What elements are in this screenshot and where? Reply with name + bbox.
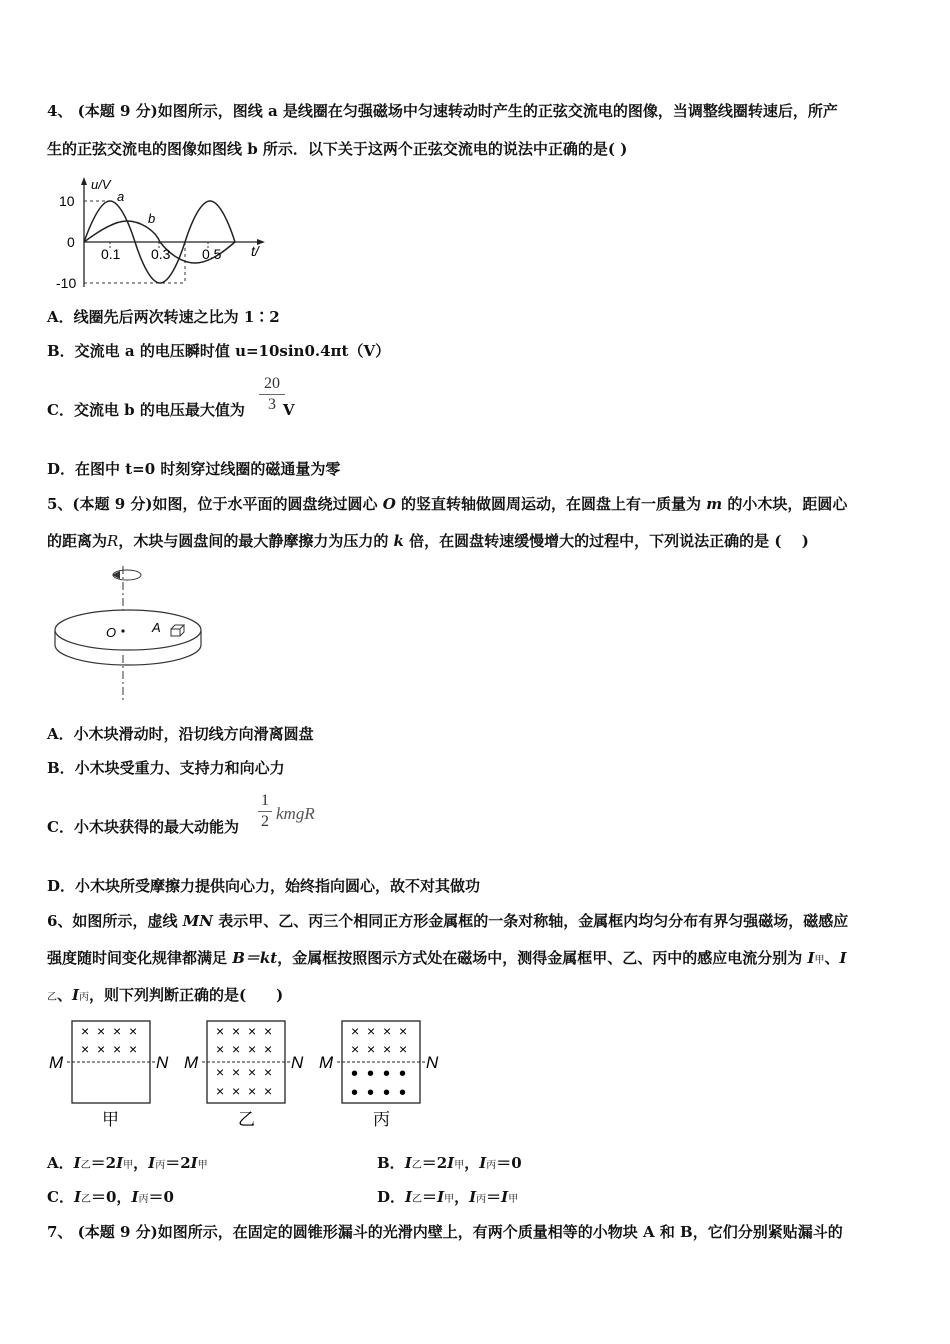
curve-a-label: a bbox=[117, 189, 125, 204]
svg-text:•: • bbox=[351, 1063, 359, 1085]
q6-option-a: A．I乙＝2I甲，I丙＝2I甲 bbox=[47, 1154, 208, 1172]
q4-option-b: B．交流电 a 的电压瞬时值 u=10sin0.4πt（V） bbox=[47, 342, 391, 360]
svg-text:×: × bbox=[216, 1041, 225, 1057]
center-O-label: O bbox=[106, 625, 117, 640]
svg-text:×: × bbox=[97, 1041, 106, 1057]
svg-text:×: × bbox=[81, 1023, 90, 1039]
svg-text:×: × bbox=[383, 1041, 392, 1057]
svg-text:×: × bbox=[248, 1064, 257, 1080]
q5-disc-figure bbox=[50, 560, 210, 705]
q4-option-c-fraction: 20 3 bbox=[259, 375, 285, 414]
svg-text:×: × bbox=[129, 1041, 138, 1057]
svg-text:•: • bbox=[367, 1082, 375, 1104]
q5-option-b: B．小木块受重力、支持力和向心力 bbox=[47, 759, 285, 777]
q7-stem-line1: 7、 (本题 9 分)如图所示，在固定的圆锥形漏斗的光滑内壁上，有两个质量相等的小物块 A 和 B，它们分别紧贴漏斗的 bbox=[47, 1223, 843, 1241]
svg-text:N: N bbox=[291, 1053, 304, 1072]
curve-b-label: b bbox=[148, 211, 156, 226]
svg-text:×: × bbox=[113, 1023, 122, 1039]
svg-text:×: × bbox=[399, 1023, 408, 1039]
svg-text:×: × bbox=[216, 1064, 225, 1080]
q6-option-d: D．I乙＝I甲，I丙＝I甲 bbox=[377, 1188, 519, 1206]
svg-text:×: × bbox=[264, 1023, 273, 1039]
q5-option-c-expr: kmgR bbox=[276, 804, 315, 823]
q4-option-d: D．在图中 t=0 时刻穿过线圈的磁通量为零 bbox=[47, 460, 341, 478]
svg-text:×: × bbox=[264, 1083, 273, 1099]
svg-text:×: × bbox=[129, 1023, 138, 1039]
q5-stem-line2: 的距离为R，木块与圆盘间的最大静摩擦力为压力的 k 倍，在圆盘转速缓慢增大的过程中，下列说法正确的是 ( ) bbox=[47, 532, 809, 550]
svg-text:M: M bbox=[319, 1053, 334, 1072]
svg-text:M: M bbox=[184, 1053, 199, 1072]
svg-text:×: × bbox=[232, 1064, 241, 1080]
q6-stem-line2: 强度随时间变化规律都满足 B＝kt，金属框按照图示方式处在磁场中，测得金属框甲、乙、丙中的感应电流分别为 I甲、I bbox=[47, 949, 847, 967]
q5-option-c-fraction: 1 2 bbox=[258, 792, 272, 831]
q5-stem-line1: 5、(本题 9 分)如图，位于水平面的圆盘绕过圆心 O 的竖直转轴做圆周运动，在圆盘上有一质量为 m 的小木块，距圆心 bbox=[47, 495, 848, 513]
svg-text:甲: 甲 bbox=[102, 1110, 119, 1129]
svg-text:•: • bbox=[399, 1063, 407, 1085]
svg-text:×: × bbox=[248, 1041, 257, 1057]
svg-text:•: • bbox=[383, 1082, 391, 1104]
svg-text:×: × bbox=[264, 1064, 273, 1080]
q6-stem-line1: 6、如图所示，虚线 MN 表示甲、乙、丙三个相同正方形金属框的一条对称轴，金属框内均匀分布有界匀强磁场，磁感应 bbox=[47, 912, 849, 930]
svg-text:•: • bbox=[399, 1082, 407, 1104]
q6-frames-figure bbox=[45, 1015, 455, 1133]
block-A-label: A bbox=[152, 620, 161, 635]
q5-option-c: C．小木块获得的最大动能为 bbox=[47, 818, 239, 836]
svg-text:×: × bbox=[367, 1023, 376, 1039]
q5-option-d: D．小木块所受摩擦力提供向心力，始终指向圆心，故不对其做功 bbox=[47, 877, 481, 895]
svg-text:×: × bbox=[367, 1041, 376, 1057]
svg-text:×: × bbox=[383, 1023, 392, 1039]
svg-text:×: × bbox=[81, 1041, 90, 1057]
x-axis-label: t/ bbox=[251, 243, 259, 259]
svg-text:×: × bbox=[248, 1083, 257, 1099]
svg-text:×: × bbox=[351, 1041, 360, 1057]
q6-stem-line3: 乙、I丙，则下列判断正确的是( ) bbox=[47, 986, 284, 1004]
y-tick-neg10: -10 bbox=[56, 275, 77, 291]
block-icon bbox=[171, 625, 184, 636]
frame-yi bbox=[184, 1021, 304, 1129]
x-tick-0.3: 0.3 bbox=[151, 246, 171, 262]
y-tick-0: 0 bbox=[67, 234, 75, 250]
svg-text:×: × bbox=[113, 1041, 122, 1057]
svg-text:N: N bbox=[426, 1053, 439, 1072]
q5-option-a: A．小木块滑动时，沿切线方向滑离圆盘 bbox=[47, 725, 314, 743]
svg-text:N: N bbox=[156, 1053, 169, 1072]
svg-text:×: × bbox=[351, 1023, 360, 1039]
svg-text:×: × bbox=[97, 1023, 106, 1039]
svg-text:丙: 丙 bbox=[373, 1110, 390, 1129]
svg-text:×: × bbox=[232, 1041, 241, 1057]
svg-text:×: × bbox=[264, 1041, 273, 1057]
svg-text:×: × bbox=[216, 1083, 225, 1099]
svg-text:×: × bbox=[232, 1023, 241, 1039]
svg-text:•: • bbox=[351, 1082, 359, 1104]
frame-jia bbox=[49, 1021, 169, 1129]
svg-text:×: × bbox=[248, 1023, 257, 1039]
x-tick-0.5: 0.5 bbox=[202, 246, 222, 262]
q4-voltage-graph bbox=[55, 175, 270, 295]
svg-text:乙: 乙 bbox=[238, 1110, 255, 1129]
q4-option-c: C．交流电 b 的电压最大值为 V bbox=[47, 401, 295, 419]
frame-bing bbox=[319, 1021, 439, 1129]
q4-stem-line1: 4、 (本题 9 分)如图所示，图线 a 是线圈在匀强磁场中匀速转动时产生的正弦交流电的图像，当调整线圈转速后，所产 bbox=[47, 102, 838, 120]
svg-text:•: • bbox=[367, 1063, 375, 1085]
svg-text:M: M bbox=[49, 1053, 64, 1072]
svg-text:•: • bbox=[383, 1063, 391, 1085]
q6-option-b: B．I乙＝2I甲，I丙＝0 bbox=[377, 1154, 522, 1172]
q4-stem-line2: 生的正弦交流电的图像如图线 b 所示．以下关于这两个正弦交流电的说法中正确的是( ) bbox=[47, 140, 628, 158]
svg-text:×: × bbox=[232, 1083, 241, 1099]
svg-text:×: × bbox=[399, 1041, 408, 1057]
y-axis-label: u/V bbox=[91, 177, 111, 192]
svg-text:×: × bbox=[216, 1023, 225, 1039]
q4-option-a: A．线圈先后两次转速之比为 1∶2 bbox=[47, 308, 280, 326]
q6-option-c: C．I乙＝0，I丙＝0 bbox=[47, 1188, 174, 1206]
x-tick-0.1: 0.1 bbox=[101, 246, 121, 262]
y-tick-10: 10 bbox=[59, 193, 75, 209]
